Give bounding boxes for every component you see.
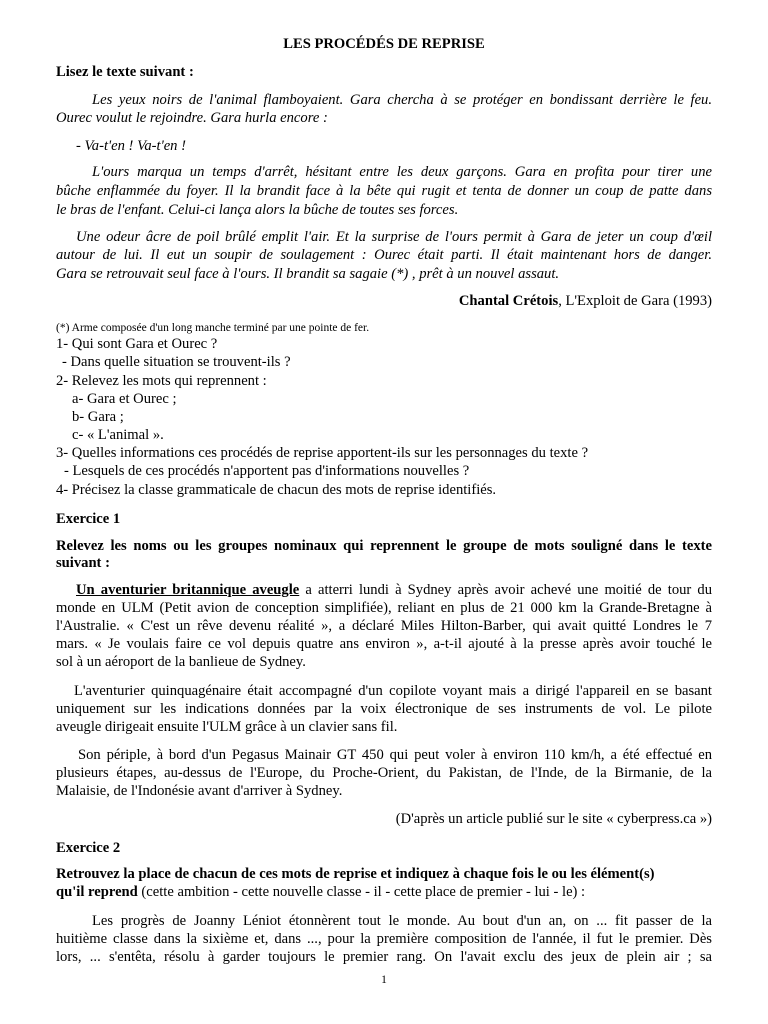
exercise-1-text-line: plusieurs étapes, au-dessus de l'Europe, du Proche-Orient, du Pakistan, de l'Inde, de la Birmanie, de la (56, 765, 712, 781)
passage-line: L'ours marqua un temps d'arrêt, hésitant entre les deux garçons. Gara en profita pour tirer une (92, 164, 712, 180)
exercise-1-text-span: a atterri lundi à Sydney après avoir achevé une moitié de tour du (299, 582, 712, 598)
reading-instruction: Lisez le texte suivant : (56, 64, 194, 80)
passage-attribution (459, 291, 712, 311)
question: 3- Quelles informations ces procédés de reprise apportent-ils sur les personnages du texte ? (56, 445, 589, 461)
question-item: c- « L'animal ». (72, 427, 164, 443)
exercise-1-text-line: Son périple, à bord d'un Pegasus Mainair GT 450 qui peut voler à environ 110 km/h, a été effectué en (78, 747, 712, 763)
exercise-1-text-line: uniquement sur les indications données par la voix électronique de ses instruments de vol. Le pilote (56, 701, 712, 717)
passage-line: Les yeux noirs de l'animal flamboyaient. Gara chercha à se protéger en bondissant derrière le feu. (92, 92, 712, 108)
question: - Dans quelle situation se trouvent-ils ? (62, 354, 291, 370)
passage-line: bûche enflammée du foyer. Il la brandit face à la bête qui rugit et tenta de donner un coup de patte dans (56, 183, 712, 199)
footnote: (*) Arme composée d'un long manche terminé par une pointe de fer. (56, 322, 370, 334)
source-title: , L'Exploit de Gara (1993) (558, 293, 712, 309)
exercise-1-text-line: l'Australie. « C'est un rêve devenu réalité », a déclaré Miles Hilton-Barber, qui avait quitté Londres le 7 (56, 618, 712, 634)
exercise-2-instruction-bold: qu'il reprend (56, 884, 138, 900)
exercise-2-text-line: huitième classe dans la sixième et, dans ..., pour la première composition de l'année, il fut le premier. Dès (56, 931, 712, 947)
exercise-2-word-list: (cette ambition - cette nouvelle classe - il - cette place de premier - lui - le) : (137, 884, 586, 900)
question: 4- Précisez la classe grammaticale de chacun des mots de reprise identifiés. (56, 482, 497, 498)
exercise-1-text-line: L'aventurier quinquagénaire était accompagné d'un copilote voyant mais a dirigé l'appareil en se basant (74, 683, 712, 699)
exercise-2-title: Exercice 2 (56, 840, 121, 856)
underlined-phrase: Un aventurier britannique aveugle (76, 582, 300, 598)
question: - Lesquels de ces procédés n'apportent pas d'informations nouvelles ? (64, 463, 470, 479)
passage-line: Une odeur âcre de poil brûlé emplit l'air. Et la surprise de l'ours permit à Gara de jeter un coup d'œil (76, 229, 712, 245)
exercise-1-title: Exercice 1 (56, 511, 121, 527)
passage-dialogue: - Va-t'en ! Va-t'en ! (76, 138, 186, 154)
passage-line: autour de lui. Il eut un soupir de soulagement : Ourec était parti. Il était maintenant hors de danger. (56, 247, 712, 263)
question-item: a- Gara et Ourec ; (72, 391, 177, 407)
passage-line: Ourec voulut le rejoindre. Gara hurla encore : (56, 110, 328, 126)
passage-line: Gara se retrouvait seul face à l'ours. Il brandit sa sagaie (*) , prêt à un nouvel assaut. (56, 266, 560, 282)
question-item: b- Gara ; (72, 409, 124, 425)
exercise-1-text-line (56, 580, 712, 600)
exercise-2-instruction (56, 882, 585, 902)
exercise-2-instruction: Retrouvez la place de chacun de ces mots de reprise et indiquez à chaque fois le ou les élément(s) (56, 866, 655, 882)
page-number: 1 (381, 974, 387, 986)
exercise-2-text-line: lors, ... s'entêta, résolu à garder toujours le premier rang. On l'avait exclu des jeux de plein air ; sa (56, 949, 712, 965)
question: 2- Relevez les mots qui reprennent : (56, 373, 267, 389)
exercise-2-text-line: Les progrès de Joanny Léniot étonnèrent tout le monde. Au bout d'un an, on ... fit passer de la (92, 913, 712, 929)
exercise-1-instruction: suivant : (56, 555, 110, 571)
exercise-1-text-line: sol à un aéroport de la banlieue de Sydney. (56, 654, 306, 670)
exercise-1-source: (D'après un article publié sur le site « cyberpress.ca ») (395, 811, 712, 827)
question: 1- Qui sont Gara et Ourec ? (56, 336, 218, 352)
exercise-1-text-line: aveugle dirigeait ensuite l'ULM grâce à un clavier sans fil. (56, 719, 398, 735)
exercise-1-instruction: Relevez les noms ou les groupes nominaux qui reprennent le groupe de mots souligné dans le texte (56, 538, 712, 554)
passage-line: le bras de l'enfant. Celui-ci lança alors la bûche de toutes ses forces. (56, 202, 459, 218)
exercise-1-text-line: mars. « Je voulais faire ce vol depuis quatre ans environ », a-t-il ajouté à la presse après avoir touché le (56, 636, 712, 652)
page-title: LES PROCÉDÉS DE REPRISE (283, 36, 485, 52)
author-name: Chantal Crétois (458, 293, 559, 309)
exercise-1-text-line: Malaisie, de l'Indonésie avant d'arriver à Sydney. (56, 783, 343, 799)
exercise-1-text-line: monde en ULM (Petit avion de conception simplifiée), reliant en plus de 21 000 km la Grande-Bretagne à (56, 600, 712, 616)
